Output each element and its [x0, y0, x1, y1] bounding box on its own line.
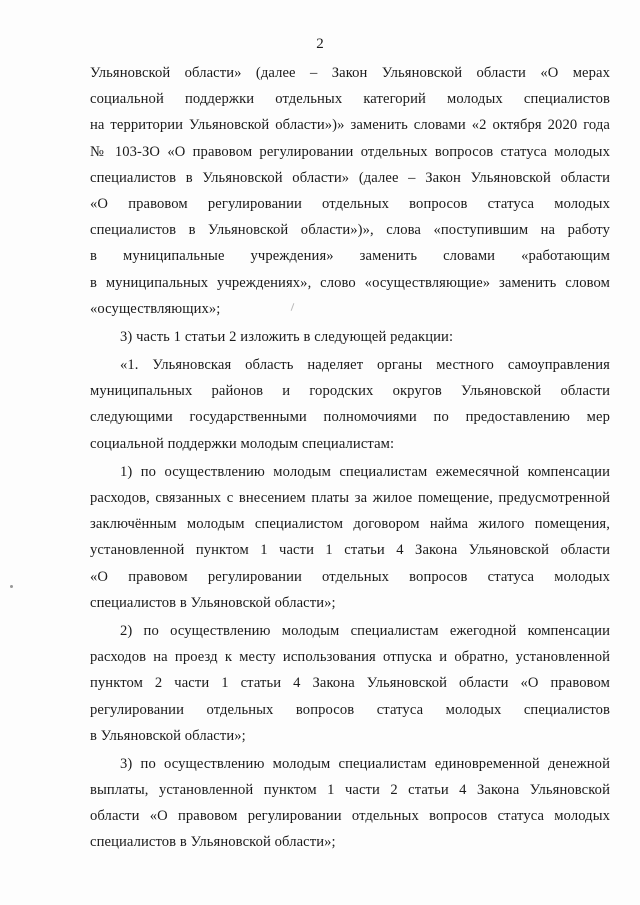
- text-line: расходов на проезд к месту использования отпуска и обратно, установленной: [90, 649, 610, 666]
- text-line: 3) по осуществлению молодым специалистам единовременной денежной: [120, 755, 610, 772]
- scan-speck: [10, 585, 13, 588]
- page-number: 2: [316, 36, 324, 52]
- paragraph: [90, 459, 610, 616]
- text-line: в муниципальные учреждения» заменить словами «работающим: [90, 248, 610, 265]
- text-line: специалистов в Ульяновской области» (далее – Закон Ульяновской области: [90, 169, 610, 186]
- text-line: установленной пунктом 1 части 1 статьи 4 Закона Ульяновской области: [90, 542, 610, 559]
- paragraph: [90, 352, 610, 457]
- text-line: «осуществляющих»;: [90, 300, 221, 317]
- text-line: на территории Ульяновской области»)» заменить словами «2 октября 2020 года: [90, 117, 610, 134]
- text-line: пунктом 2 части 1 статьи 4 Закона Ульяновской области «О правовом: [90, 675, 610, 692]
- text-line: выплаты, установленной пунктом 1 части 2 статьи 4 Закона Ульяновской: [90, 782, 610, 799]
- text-line: № 103-ЗО «О правовом регулировании отдельных вопросов статуса молодых: [90, 143, 610, 160]
- text-line: в Ульяновской области»;: [90, 727, 246, 744]
- text-line: социальной поддержки молодым специалистам:: [90, 435, 395, 452]
- text-line: специалистов в Ульяновской области»;: [90, 834, 336, 851]
- text-line: 1) по осуществлению молодым специалистам ежемесячной компенсации: [120, 463, 610, 480]
- text-line: расходов, связанных с внесением платы за жилое помещение, предусмотренной: [90, 490, 610, 506]
- text-line: «О правовом регулировании отдельных вопросов статуса молодых: [90, 568, 610, 585]
- paragraph: [90, 618, 610, 749]
- text-line: следующими государственными полномочиями по предоставлению мер: [90, 409, 610, 426]
- text-line: специалистов в Ульяновской области»)», слова «поступившим на работу: [90, 222, 610, 239]
- document-body: [90, 60, 610, 856]
- text-line: регулировании отдельных вопросов статуса молодых специалистов: [90, 701, 610, 718]
- text-line: заключённым молодым специалистом договором найма жилого помещения,: [90, 516, 610, 533]
- text-line: социальной поддержки отдельных категорий молодых специалистов: [90, 91, 610, 108]
- text-line: области «О правовом регулировании отдельных вопросов статуса молодых: [90, 808, 610, 825]
- text-line: 3) часть 1 статьи 2 изложить в следующей редакции:: [120, 328, 454, 345]
- text-line: «О правовом регулировании отдельных вопросов статуса молодых: [90, 195, 610, 212]
- paragraph: [90, 751, 610, 856]
- paragraph: [90, 60, 610, 322]
- text-line: «1. Ульяновская область наделяет органы местного самоуправления: [120, 357, 610, 374]
- text-line: Ульяновской области» (далее – Закон Ульяновской области «О мерах: [90, 65, 610, 81]
- text-line: специалистов в Ульяновской области»;: [90, 594, 336, 611]
- paragraph: [90, 324, 610, 350]
- text-line: в муниципальных учреждениях», слово «осуществляющие» заменить словом: [90, 274, 610, 291]
- text-line: 2) по осуществлению молодым специалистам ежегодной компенсации: [120, 622, 610, 639]
- text-line: муниципальных районов и городских округов Ульяновской области: [90, 383, 610, 400]
